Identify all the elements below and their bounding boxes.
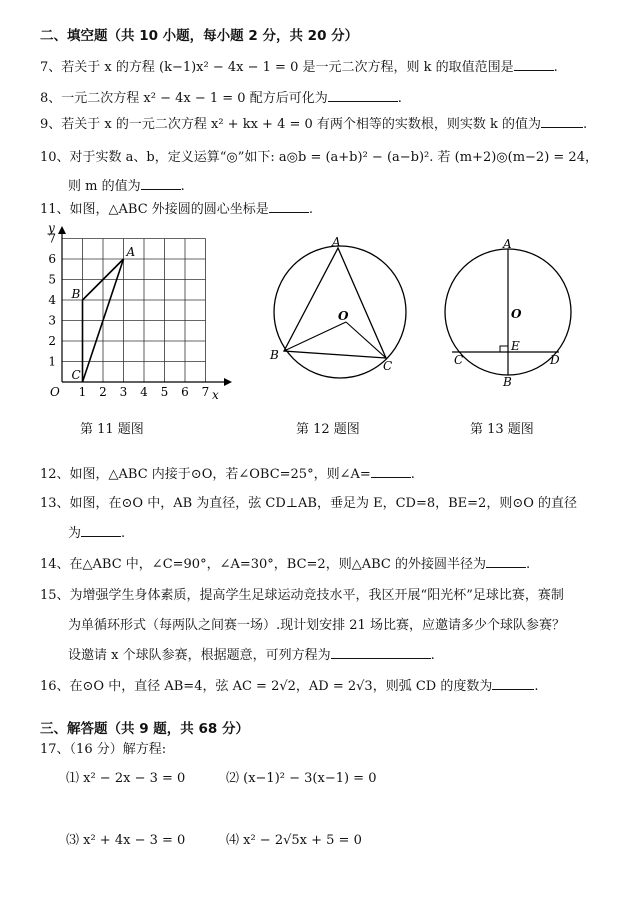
q16-answer-blank[interactable] <box>492 676 534 690</box>
point-label-c: C <box>71 368 81 382</box>
q13-text: 为 <box>68 526 82 541</box>
question-13-line-1: 13、如图，在⊙O 中，AB 为直径，弦 CD⊥AB，垂足为 E，CD=8，BE=2，则⊙O 的直径 <box>40 496 578 511</box>
origin-label: O <box>50 385 60 399</box>
question-8 <box>40 87 402 106</box>
question-15-line-1: 15、为增强学生身体素质，提高学生足球运动竞技水平，我区开展“阳光杯”足球比赛，赛制 <box>40 588 564 603</box>
section-2-title: 二、填空题（共 10 小题，每小题 2 分，共 20 分） <box>40 28 359 44</box>
figure-11-grid <box>36 222 236 408</box>
q13-period: . <box>121 526 126 541</box>
question-17-part-3: ⑶ x² + 4x − 3 = 0 <box>66 833 186 848</box>
y-tick-label: 1 <box>48 354 56 369</box>
question-17-title: 17、（16 分）解方程: <box>40 742 167 757</box>
fig13-label-o: O <box>511 307 522 321</box>
q9-period: . <box>583 117 588 132</box>
q14-period: . <box>525 557 531 572</box>
figure-13-circle <box>442 236 572 391</box>
q15-period: . <box>430 648 435 663</box>
q8-period: . <box>397 91 402 106</box>
q12-period: . <box>410 467 415 482</box>
y-tick-label: 5 <box>48 272 56 287</box>
q12-text: 12、如图，△ABC 内接于⊙O，若∠OBC=25°，则∠A= <box>40 467 371 482</box>
q8-text: 8、一元二次方程 x² − 4x − 1 = 0 配方后可化为 <box>40 91 328 106</box>
x-axis-label: x <box>212 388 219 402</box>
y-tick-label: 2 <box>48 334 56 348</box>
section-3-title: 三、解答题（共 9 题，共 68 分） <box>40 721 249 737</box>
fig13-label-b: B <box>503 375 512 389</box>
x-tick-label: 1 <box>78 385 87 399</box>
point-label-a: A <box>126 245 136 259</box>
question-15-line-2: 为单循环形式（每两队之间赛一场）.现计划安排 21 场比赛，应邀请多少个球队参赛？ <box>68 618 565 633</box>
q11-period: . <box>308 202 313 217</box>
figure-12-circle <box>262 236 412 386</box>
fig13-label-a: A <box>503 237 512 251</box>
question-10-line-1: 10、对于实数 a、b，定义运算“◎”如下: a◎b = (a+b)² − (a−b)². 若 (m+2)◎(m−2) = 24， <box>40 150 598 165</box>
x-tick-label: 4 <box>140 385 148 399</box>
q16-period: . <box>534 679 539 694</box>
y-axis-arrow-icon <box>58 226 66 234</box>
y-tick-label: 3 <box>48 313 56 328</box>
question-9 <box>40 113 587 132</box>
question-12 <box>40 463 415 482</box>
q12-answer-blank[interactable] <box>371 464 411 478</box>
question-13-line-2 <box>68 522 125 541</box>
q15-text: 设邀请 x 个球队参赛，根据题意，可列方程为 <box>68 648 331 663</box>
q16-text: 16、在⊙O 中，直径 AB=4，弦 AC = 2√2，AD = 2√3，则弧 CD 的度数为 <box>40 679 493 694</box>
y-axis-label: y <box>48 222 55 235</box>
figure-12-caption: 第 12 题图 <box>296 422 360 437</box>
fig12-label-o: O <box>338 309 349 323</box>
point-label-b: B <box>71 287 81 301</box>
fig13-label-c: C <box>454 353 464 367</box>
question-17-part-1: ⑴ x² − 2x − 3 = 0 <box>66 771 186 786</box>
fig13-label-e: E <box>511 339 520 353</box>
q11-text: 11、如图，△ABC 外接圆的圆心坐标是 <box>40 202 269 217</box>
question-17-part-4: ⑷ x² − 2√5x + 5 = 0 <box>226 833 362 848</box>
question-17-part-2: ⑵ (x−1)² − 3(x−1) = 0 <box>226 771 377 786</box>
question-7 <box>40 56 558 75</box>
q7-period: . <box>553 60 558 75</box>
x-tick-label: 3 <box>119 385 128 399</box>
q14-answer-blank[interactable] <box>486 554 526 568</box>
q8-answer-blank[interactable] <box>328 88 398 102</box>
fig13-label-d: D <box>550 353 560 367</box>
q9-text: 9、若关于 x 的一元二次方程 x² + kx + 4 = 0 有两个相等的实数根，则实数 k 的值为 <box>40 117 542 132</box>
x-tick-label: 2 <box>99 385 107 399</box>
q13-answer-blank[interactable] <box>81 523 121 537</box>
question-11 <box>40 198 313 217</box>
q14-text: 14、在△ABC 中，∠C=90°，∠A=30°，BC=2，则△ABC 的外接圆半径为 <box>40 557 486 572</box>
y-tick-label: 4 <box>48 293 56 307</box>
q10-period: . <box>180 179 185 194</box>
q10-text: 则 m 的值为 <box>68 179 141 194</box>
fig12-label-a: A <box>332 236 341 249</box>
y-tick-label: 6 <box>48 252 56 266</box>
x-tick-label: 5 <box>160 385 169 399</box>
q11-answer-blank[interactable] <box>269 199 309 213</box>
q15-answer-blank[interactable] <box>331 645 431 659</box>
q10-answer-blank[interactable] <box>141 176 181 190</box>
question-14 <box>40 553 530 572</box>
fig12-label-c: C <box>383 359 393 373</box>
q7-answer-blank[interactable] <box>514 57 554 71</box>
q7-text: 7、若关于 x 的方程 (k−1)x² − 4x − 1 = 0 是一元二次方程，则 k 的取值范围是 <box>40 60 514 75</box>
x-tick-label: 7 <box>201 385 210 399</box>
question-15-line-3 <box>68 644 435 663</box>
question-10-line-2 <box>68 175 185 194</box>
figure-13-caption: 第 13 题图 <box>470 422 534 437</box>
x-tick-label: 6 <box>181 385 189 399</box>
q9-answer-blank[interactable] <box>541 114 583 128</box>
y-tick-label: 7 <box>48 231 56 246</box>
x-axis-arrow-icon <box>224 378 232 386</box>
figure-11-caption: 第 11 题图 <box>80 422 144 437</box>
question-16 <box>40 675 538 694</box>
fig12-label-b: B <box>270 348 279 362</box>
